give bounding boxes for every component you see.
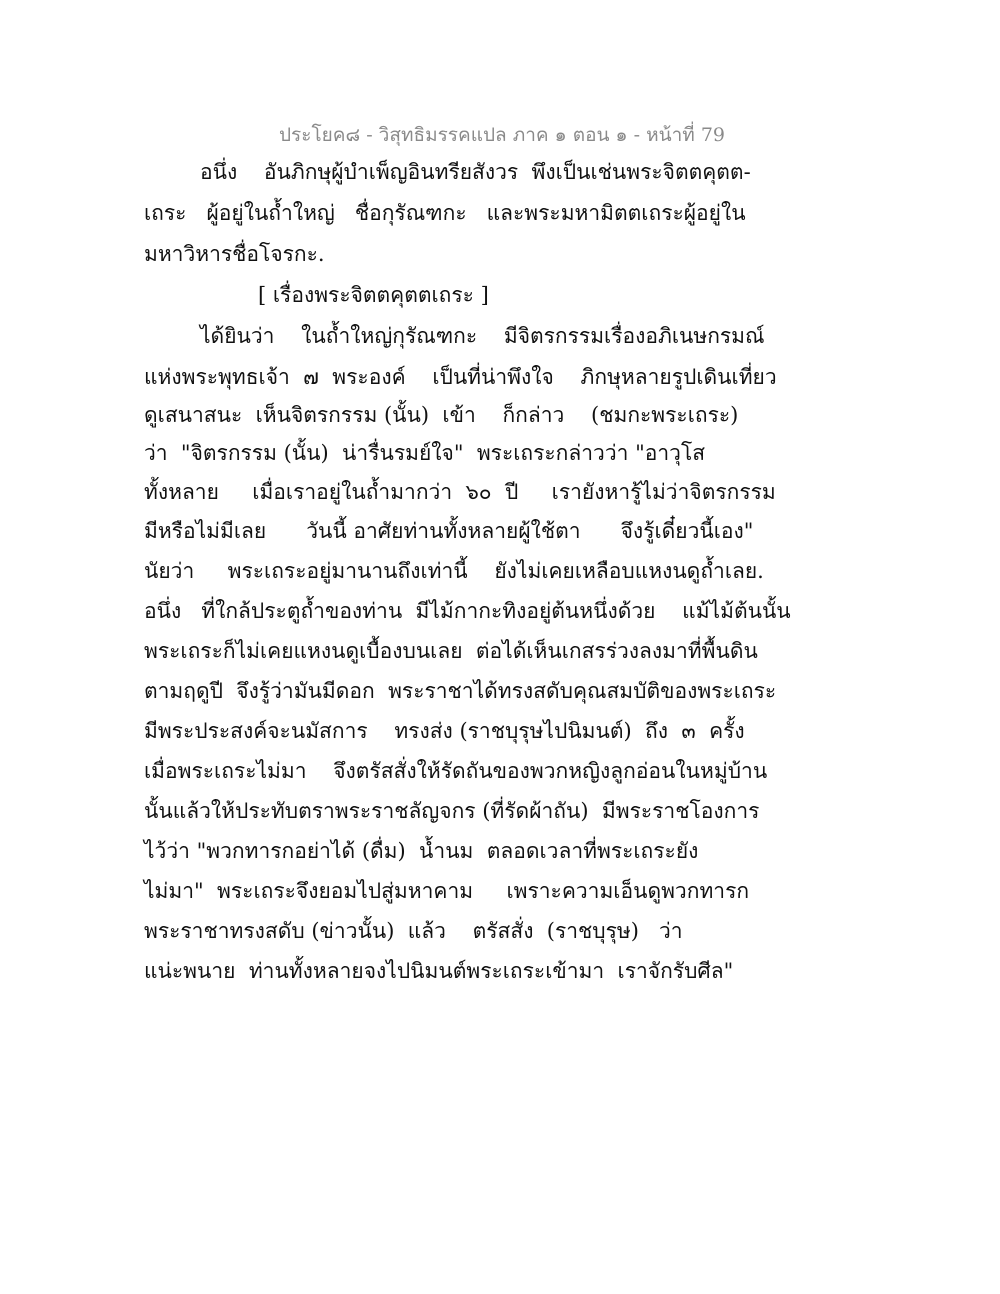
- body-line-19: ไม่มา" พระเถระจึงยอมไปสู่มหาคาม เพราะความเอ็นดูพวกทารก: [144, 879, 750, 903]
- body-line-14: ตามฤดูปี จึงรู้ว่ามันมีดอก พระราชาได้ทรงสดับคุณสมบัติของพระเถระ: [144, 679, 777, 703]
- body-line-2: เถระ ผู้อยู่ในถ้ำใหญ่ ชื่อกุรัณฑกะ และพระมหามิตตเถระผู้อยู่ใน: [144, 201, 746, 225]
- body-line-10: มีหรือไม่มีเลย วันนี้ อาศัยท่านทั้งหลายผู้ใช้ตา จึงรู้เดี๋ยวนี้เอง": [144, 519, 754, 543]
- body-line-15: มีพระประสงค์จะนมัสการ ทรงส่ง (ราชบุรุษไปนิมนต์) ถึง ๓ ครั้ง: [144, 719, 745, 743]
- page-header: [0, 120, 1000, 150]
- body-line-20: พระราชาทรงสดับ (ข่าวนั้น) แล้ว ตรัสสั่ง (ราชบุรุษ) ว่า: [144, 919, 683, 943]
- body-line-16: เมื่อพระเถระไม่มา จึงตรัสสั่งให้รัดถันของพวกหญิงลูกอ่อนในหมู่บ้าน: [144, 759, 768, 783]
- body-line-17: นั้นแล้วให้ประทับตราพระราชลัญจกร (ที่รัดผ้าถัน) มีพระราชโองการ: [144, 799, 760, 823]
- section-heading: [ เรื่องพระจิตตคุตตเถระ ]: [258, 283, 489, 307]
- body-line-13: พระเถระก็ไม่เคยแหงนดูเบื้องบนเลย ต่อได้เห็นเกสรร่วงลงมาที่พื้นดิน: [144, 639, 758, 663]
- body-line-7: ดูเสนาสนะ เห็นจิตรกรรม (นั้น) เข้า ก็กล่าว (ชมกะพระเถระ): [144, 403, 739, 427]
- body-line-6: แห่งพระพุทธเจ้า ๗ พระองค์ เป็นที่น่าพึงใจ ภิกษุหลายรูปเดินเที่ยว: [144, 365, 777, 389]
- body-line-21: แน่ะพนาย ท่านทั้งหลายจงไปนิมนต์พระเถระเข้ามา เราจักรับศีล": [144, 959, 734, 983]
- body-line-9: ทั้งหลาย เมื่อเราอยู่ในถ้ำมากว่า ๖๐ ปี เรายังหารู้ไม่ว่าจิตรกรรม: [144, 480, 776, 504]
- body-line-3: มหาวิหารชื่อโจรกะ.: [144, 242, 325, 266]
- body-line-8: ว่า "จิตรกรรม (นั้น) น่ารื่นรมย์ใจ" พระเถระกล่าวว่า "อาวุโส: [144, 441, 706, 465]
- body-line-5: ได้ยินว่า ในถ้ำใหญ่กุรัณฑกะ มีจิตรกรรมเรื่องอภิเนษกรมณ์: [200, 324, 765, 348]
- body-line-12: อนึ่ง ที่ใกล้ประตูถ้ำของท่าน มีไม้กากะทิงอยู่ต้นหนึ่งด้วย แม้ไม้ต้นนั้น: [144, 599, 791, 623]
- body-line-18: ไว้ว่า "พวกทารกอย่าได้ (ดื่ม) น้ำนม ตลอดเวลาที่พระเถระยัง: [144, 839, 699, 863]
- page-header-text: ประโยค๘ - วิสุทธิมรรคแปล ภาค ๑ ตอน ๑ - หน้าที่ 79: [279, 124, 725, 146]
- body-line-1: อนึ่ง อันภิกษุผู้บำเพ็ญอินทรียสังวร พึงเป็นเช่นพระจิตตคุตต-: [200, 160, 751, 184]
- body-line-11: นัยว่า พระเถระอยู่มานานถึงเท่านี้ ยังไม่เคยเหลือบแหงนดูถ้ำเลย.: [144, 559, 764, 583]
